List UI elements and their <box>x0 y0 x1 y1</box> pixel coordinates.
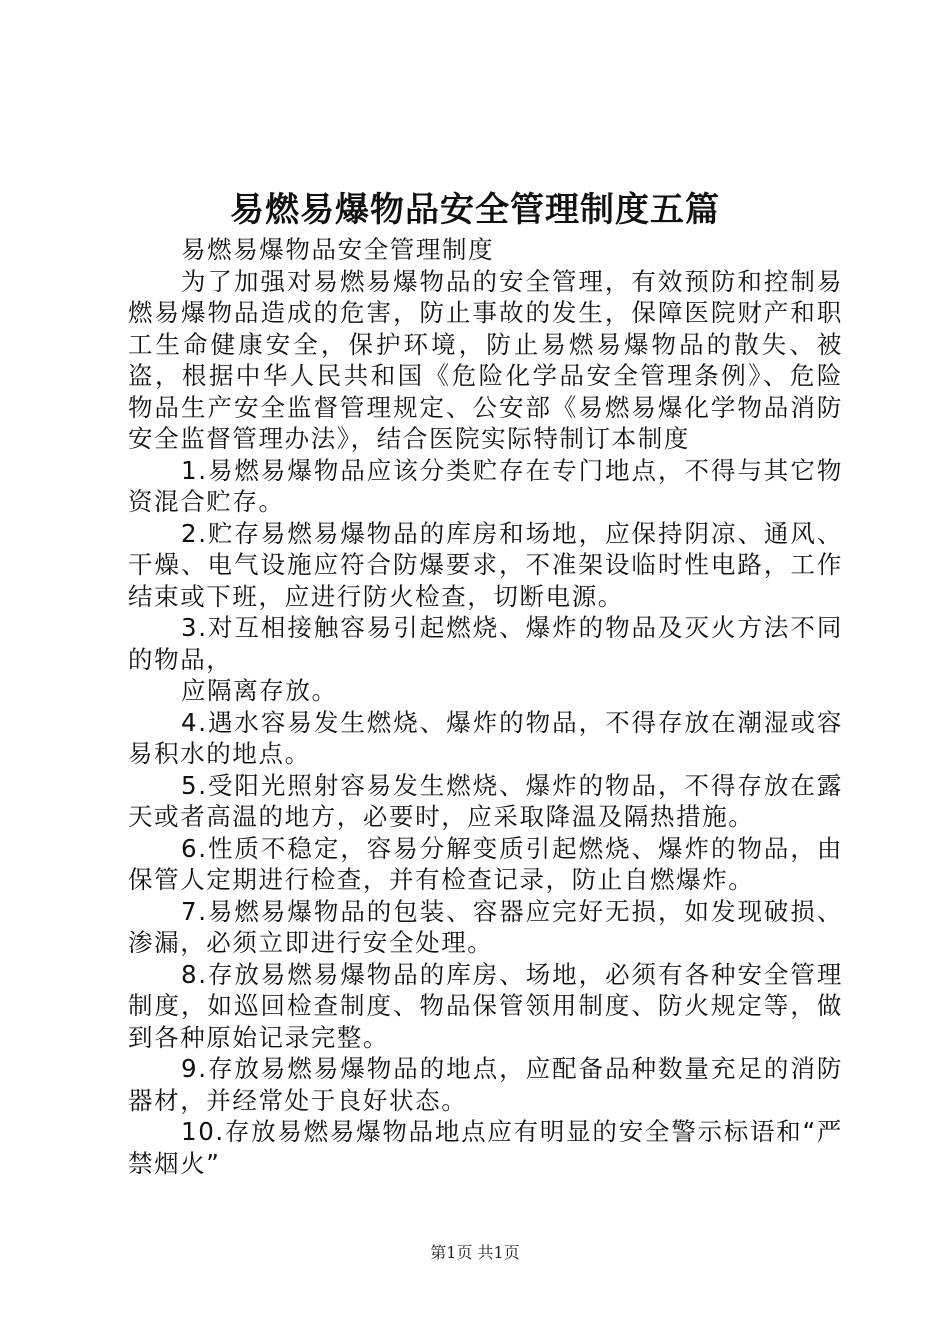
intro-paragraph: 为了加强对易燃易爆物品的安全管理，有效预防和控制易燃易爆物品造成的危害，防止事故的发生，保障医院财产和职工生命健康安全，保护环境，防止易燃易爆物品的散失、被盗，根据中华人民共和国《危险化学品安全管理条例》、危险物品生产安全监督管理规定、公安部《易燃易爆化学物品消防安全监督管理办法》，结合医院实际特制订本制度 <box>128 266 843 453</box>
rule-item-2: 2.贮存易燃易爆物品的库房和场地，应保持阴凉、通风、干燥、电气设施应符合防爆要求，不准架设临时性电路，工作结束或下班，应进行防火检查，切断电源。 <box>128 518 843 611</box>
rule-item-6: 6.性质不稳定，容易分解变质引起燃烧、爆炸的物品，由保管人定期进行检查，并有检查记录，防止自燃爆炸。 <box>128 833 843 894</box>
rule-item-1: 1.易燃易爆物品应该分类贮存在专门地点，不得与其它物资混合贮存。 <box>128 455 843 516</box>
page-number: 第1页 共1页 <box>430 1243 520 1262</box>
rule-item-5: 5.受阳光照射容易发生燃烧、爆炸的物品，不得存放在露天或者高温的地方，必要时，应采取降温及隔热措施。 <box>128 770 843 831</box>
rule-item-8: 8.存放易燃易爆物品的库房、场地，必须有各种安全管理制度，如巡回检查制度、物品保管领用制度、防火规定等，做到各种原始记录完整。 <box>128 959 843 1052</box>
document-title: 易燃易爆物品安全管理制度五篇 <box>230 190 720 230</box>
document-body <box>128 234 843 1179</box>
rule-item-3-continued: 应隔离存放。 <box>181 676 338 705</box>
rule-item-10: 10.存放易燃易爆物品地点应有明显的安全警示标语和“严禁烟火” <box>128 1117 843 1178</box>
rule-item-7: 7.易燃易爆物品的包装、容器应完好无损，如发现破损、渗漏，必须立即进行安全处理。 <box>128 896 843 957</box>
section-heading: 易燃易爆物品安全管理制度 <box>181 235 495 264</box>
rule-item-4: 4.遇水容易发生燃烧、爆炸的物品，不得存放在潮湿或容易积水的地点。 <box>128 707 843 768</box>
rule-item-9: 9.存放易燃易爆物品的地点，应配备品种数量充足的消防器材，并经常处于良好状态。 <box>128 1054 843 1115</box>
rule-item-3: 3.对互相接触容易引起燃烧、爆炸的物品及灭火方法不同的物品， <box>128 613 843 674</box>
